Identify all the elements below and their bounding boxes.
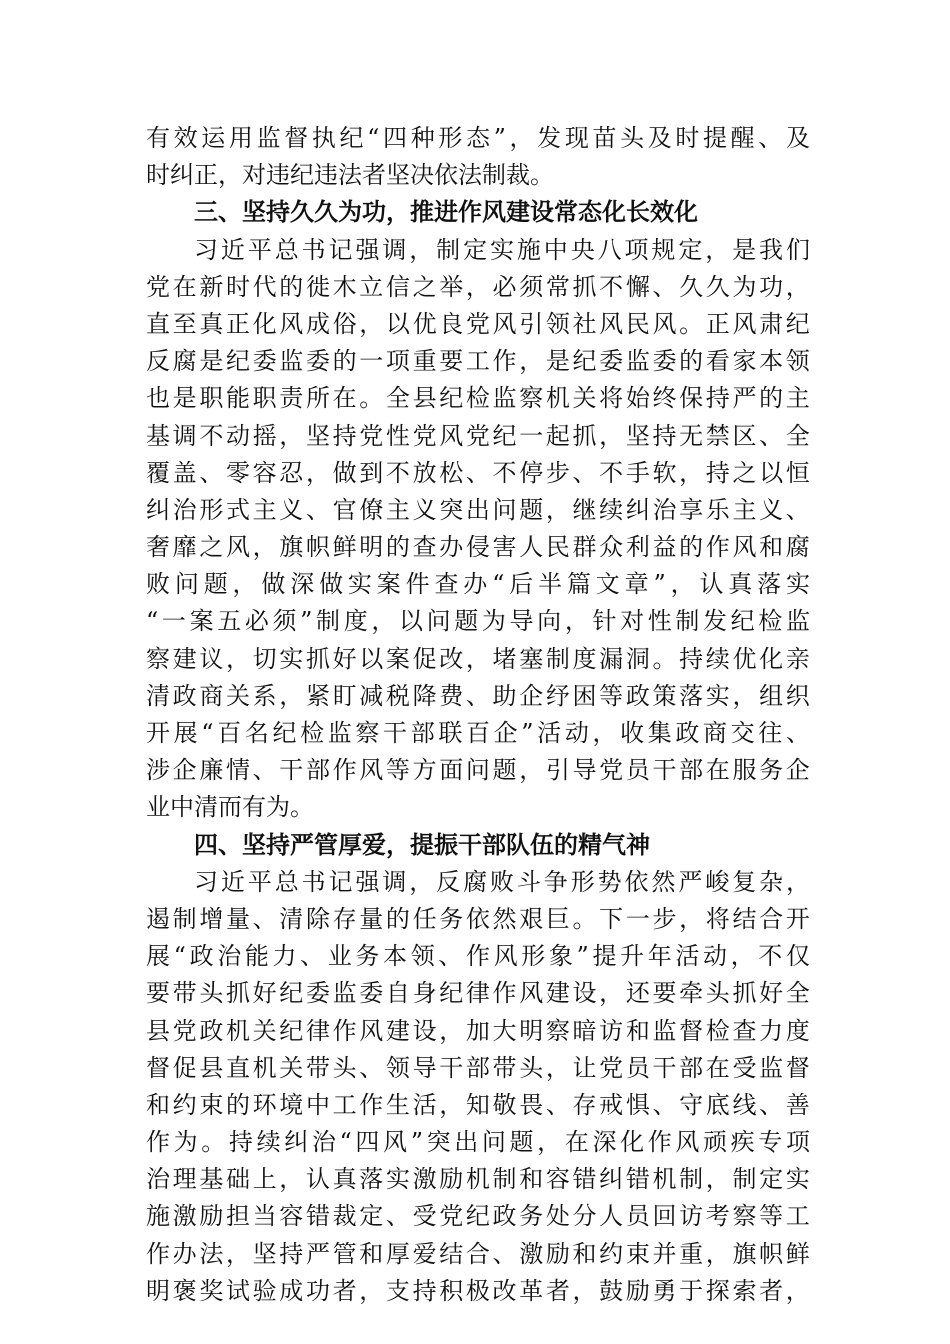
paragraph-intro xyxy=(146,120,810,194)
text-line: 也 是 职 能 职 责 所 在 。 全 县 纪 检 监 察 机 关 将 始 终 保 持 严 的 主 xyxy=(146,384,810,413)
text-line: 和 约 束 的 环 境 中 工 作 生 活 ， 知 敬 畏 、 存 戒 惧 、 守 底 线 、 善 xyxy=(146,1090,810,1119)
section-4-heading: 四、坚持严管厚爱，提振干部队伍的精气神 xyxy=(194,830,650,859)
section-4-paragraph xyxy=(146,864,810,1310)
text-line: 作 办 法 ， 坚 持 严 管 和 厚 爱 结 合 、 激 励 和 约 束 并 重 ， 旗 帜 鲜 xyxy=(146,1239,810,1268)
text-line: “ 一 案 五 必 须 ” 制 度 ， 以 问 题 为 导 向 ， 针 对 性 制 发 纪 检 监 xyxy=(146,607,810,636)
text-line: 业中清而有为。 xyxy=(146,793,314,822)
text-line: 察 建 议 ， 切 实 抓 好 以 案 促 改 ， 堵 塞 制 度 漏 洞 。 持 续 优 化 亲 xyxy=(146,644,810,673)
text-line: 县 党 政 机 关 纪 律 作 风 建 设 ， 加 大 明 察 暗 访 和 监 督 检 查 力 度 xyxy=(146,1016,810,1045)
text-line: 习 近 平 总 书 记 强 调 ， 反 腐 败 斗 争 形 势 依 然 严 峻 复 杂 ， xyxy=(194,867,810,896)
text-line: 督 促 县 直 机 关 带 头 、 领 导 干 部 带 头 ， 让 党 员 干 部 在 受 监 督 xyxy=(146,1053,810,1082)
text-line: 败 问 题 ， 做 深 做 实 案 件 查 办 “ 后 半 篇 文 章 ” ， 认 真 落 实 xyxy=(146,570,810,599)
text-line: 党 在 新 时 代 的 徙 木 立 信 之 举 ， 必 须 常 抓 不 懈 、 久 久 为 功 ， xyxy=(146,272,810,301)
document-body xyxy=(146,120,810,1310)
text-line: 展 “ 政 治 能 力 、 业 务 本 领 、 作 风 形 象 ” 提 升 年 活 动 ， 不 仅 xyxy=(146,942,810,971)
text-line: 习 近 平 总 书 记 强 调 ， 制 定 实 施 中 央 八 项 规 定 ， 是 我 们 xyxy=(194,235,810,264)
text-line: 治 理 基 础 上 ， 认 真 落 实 激 励 机 制 和 容 错 纠 错 机 制 ， 制 定 实 xyxy=(146,1165,810,1194)
text-line: 要 带 头 抓 好 纪 委 监 委 自 身 纪 律 作 风 建 设 ， 还 要 牵 头 抓 好 全 xyxy=(146,979,810,1008)
text-line: 清 政 商 关 系 ， 紧 盯 减 税 降 费 、 助 企 纾 困 等 政 策 落 实 ， 组 织 xyxy=(146,681,810,710)
text-line: 纠 治 形 式 主 义 、 官 僚 主 义 突 出 问 题 ， 继 续 纠 治 享 乐 主 义 、 xyxy=(146,495,810,524)
text-line: 施 激 励 担 当 容 错 裁 定 、 受 党 纪 政 务 处 分 人 员 回 访 考 察 等 工 xyxy=(146,1202,810,1231)
text-line: 遏 制 增 量 、 清 除 存 量 的 任 务 依 然 艰 巨 。 下 一 步 ， 将 结 合 开 xyxy=(146,904,810,933)
section-3-heading: 三、坚持久久为功，推进作风建设常态化长效化 xyxy=(194,198,698,227)
text-line: 直 至 真 正 化 风 成 俗 ， 以 优 良 党 风 引 领 社 风 民 风 。 正 风 肃 纪 xyxy=(146,309,810,338)
text-line: 涉 企 廉 情 、 干 部 作 风 等 方 面 问 题 ， 引 导 党 员 干 部 在 服 务 企 xyxy=(146,756,810,785)
text-line: 时纠正，对违纪违法者坚决依法制裁。 xyxy=(146,161,554,190)
text-line: 覆 盖 、 零 容 忍 ， 做 到 不 放 松 、 不 停 步 、 不 手 软 ， 持 之 以 恒 xyxy=(146,458,810,487)
text-line: 有 效 运 用 监 督 执 纪 “ 四 种 形 态 ” ， 发 现 苗 头 及 时 提 醒 、 及 xyxy=(146,124,810,152)
section-3-paragraph xyxy=(146,232,810,827)
text-line: 基 调 不 动 摇 ， 坚 持 党 性 党 风 党 纪 一 起 抓 ， 坚 持 无 禁 区 、 全 xyxy=(146,421,810,450)
text-line: 奢 靡 之 风 ， 旗 帜 鲜 明 的 查 办 侵 害 人 民 群 众 利 益 的 作 风 和 腐 xyxy=(146,533,810,562)
text-line: 作 为 。 持 续 纠 治 “ 四 风 ” 突 出 问 题 ， 在 深 化 作 风 顽 疾 专 项 xyxy=(146,1128,810,1157)
text-line: 明 褒 奖 试 验 成 功 者 ， 支 持 积 极 改 革 者 ， 鼓 励 勇 于 探 索 者 ， xyxy=(146,1276,810,1305)
text-line: 反 腐 是 纪 委 监 委 的 一 项 重 要 工 作 ， 是 纪 委 监 委 的 看 家 本 领 xyxy=(146,347,810,376)
text-line: 开 展 “ 百 名 纪 检 监 察 干 部 联 百 企 ” 活 动 ， 收 集 政 商 交 往 、 xyxy=(146,719,810,747)
